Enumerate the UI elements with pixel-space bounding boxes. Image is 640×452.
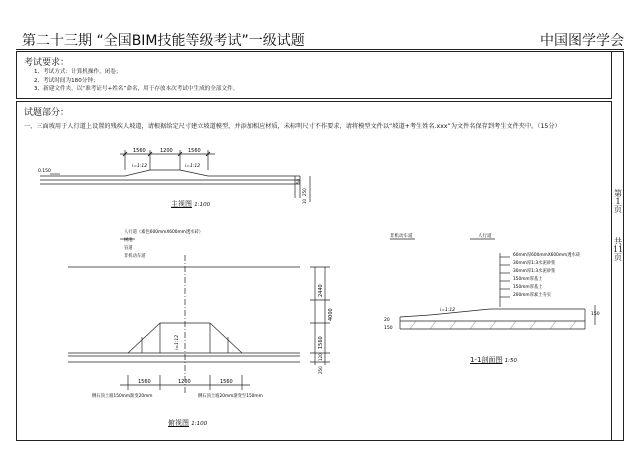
section-dim-2: 150: [384, 326, 393, 331]
elev-dim-2: 1200: [160, 148, 173, 154]
section-layer-5: 150mm厚基土: [513, 285, 543, 290]
page-total-label: 共 11 页: [613, 237, 624, 263]
section-right-dim: 150: [591, 312, 600, 317]
question-text: 一、三面坡用于人行道上设置的残疾人坡道，请根据给定尺寸建立坡道模型，并添加相应材质，未标明尺寸不作要求，请将模型文件以“坡道+考生姓名.xxx”为文件名保存到考生文件夹中。（15分）: [24, 123, 561, 130]
plan-caption-scale: 1:100: [191, 421, 208, 427]
section-left-label: 非机动车道: [390, 234, 413, 239]
section-caption-title: 1-1剖面图: [470, 356, 503, 364]
exam-title: 第二十三期 “全国BIM技能等级考试”一级试题: [22, 33, 305, 49]
plan-bottom-dim-3: 1560: [220, 379, 233, 385]
elev-right-dim-3: 10: [302, 198, 307, 204]
elev-left-height: 0.150: [38, 169, 51, 174]
header-rule: [16, 49, 624, 50]
plan-bottom-dim-1: 1560: [138, 379, 151, 385]
plan-dim-5: 250: [318, 366, 323, 374]
section-heading: 试题部分：: [24, 108, 70, 118]
section-caption-scale: 1:50: [504, 358, 518, 364]
requirement-item: 3、新建文件夹，以“准考证号+姓名”命名，用于存放本次考试中生成的全部文件。: [34, 86, 239, 93]
organization-name: 中国图学学会: [540, 33, 624, 49]
plan-caption-title: 俯视图: [168, 419, 189, 427]
section-layer-3: 30mm厚1:3水泥砂浆: [513, 269, 556, 274]
plan-dim-3: 1560: [318, 336, 324, 349]
section-layer-1: 60mm厚600mmX600mm透水砖: [513, 253, 581, 258]
plan-label-sidewalk: 人行道（素色600mmX600mm透水砖）: [124, 230, 204, 235]
elevation-caption-title: 主视图: [171, 200, 192, 208]
elevation-caption-scale: 1:100: [194, 202, 211, 208]
elev-slope-2: i=1:12: [185, 164, 201, 169]
elev-slope-1: i=1:12: [132, 164, 148, 169]
plan-label-tactile: 盲道: [124, 246, 133, 251]
requirement-item: 1、考试方式：计算机操作，闭卷；: [34, 69, 122, 75]
plan-label-bike-lane: 非机动车道: [124, 254, 146, 259]
section-drawing: [370, 225, 600, 345]
plan-bottom-dim-2: 1200: [178, 379, 191, 385]
page-number-label: 第 1 页: [614, 189, 622, 215]
plan-bottom-label-1: 侧石顶土坡150mm渐变20mm: [92, 394, 153, 399]
plan-caption: [168, 418, 207, 428]
section-slope: i=1:12: [440, 308, 456, 313]
plan-bottom-label-2: 侧石顶土坡20mm渐变至150mm: [198, 394, 263, 399]
elev-dim-3: 1560: [188, 148, 201, 154]
requirement-item: 2、考试时间为180分钟；: [34, 77, 99, 84]
requirements-heading: 考试要求：: [24, 58, 70, 68]
plan-dim-1: 2440: [318, 284, 324, 297]
plan-dim-4: 120: [318, 353, 323, 361]
plan-dim-2: 4000: [328, 308, 334, 321]
elevation-caption: [171, 199, 210, 209]
plan-drawing: [60, 225, 340, 410]
plan-label-tree-pit: 树池: [124, 238, 133, 243]
elev-right-dim-1: 50: [296, 178, 301, 184]
requirements-list: [34, 68, 238, 94]
section-dim-1: 20: [384, 318, 390, 323]
section-caption: [470, 355, 517, 365]
section-layer-6: 200mm厚素土夯实: [513, 293, 552, 298]
section-right-label: 人行道: [478, 234, 492, 239]
plan-slope: i=1:12: [175, 334, 180, 350]
elev-right-dim-2: 250: [302, 188, 307, 196]
elev-dim-1: 1560: [133, 148, 146, 154]
section-layer-2: 30mm厚1:3水泥砂浆: [513, 261, 556, 266]
section-layer-4: 150mm厚基土: [513, 277, 543, 282]
